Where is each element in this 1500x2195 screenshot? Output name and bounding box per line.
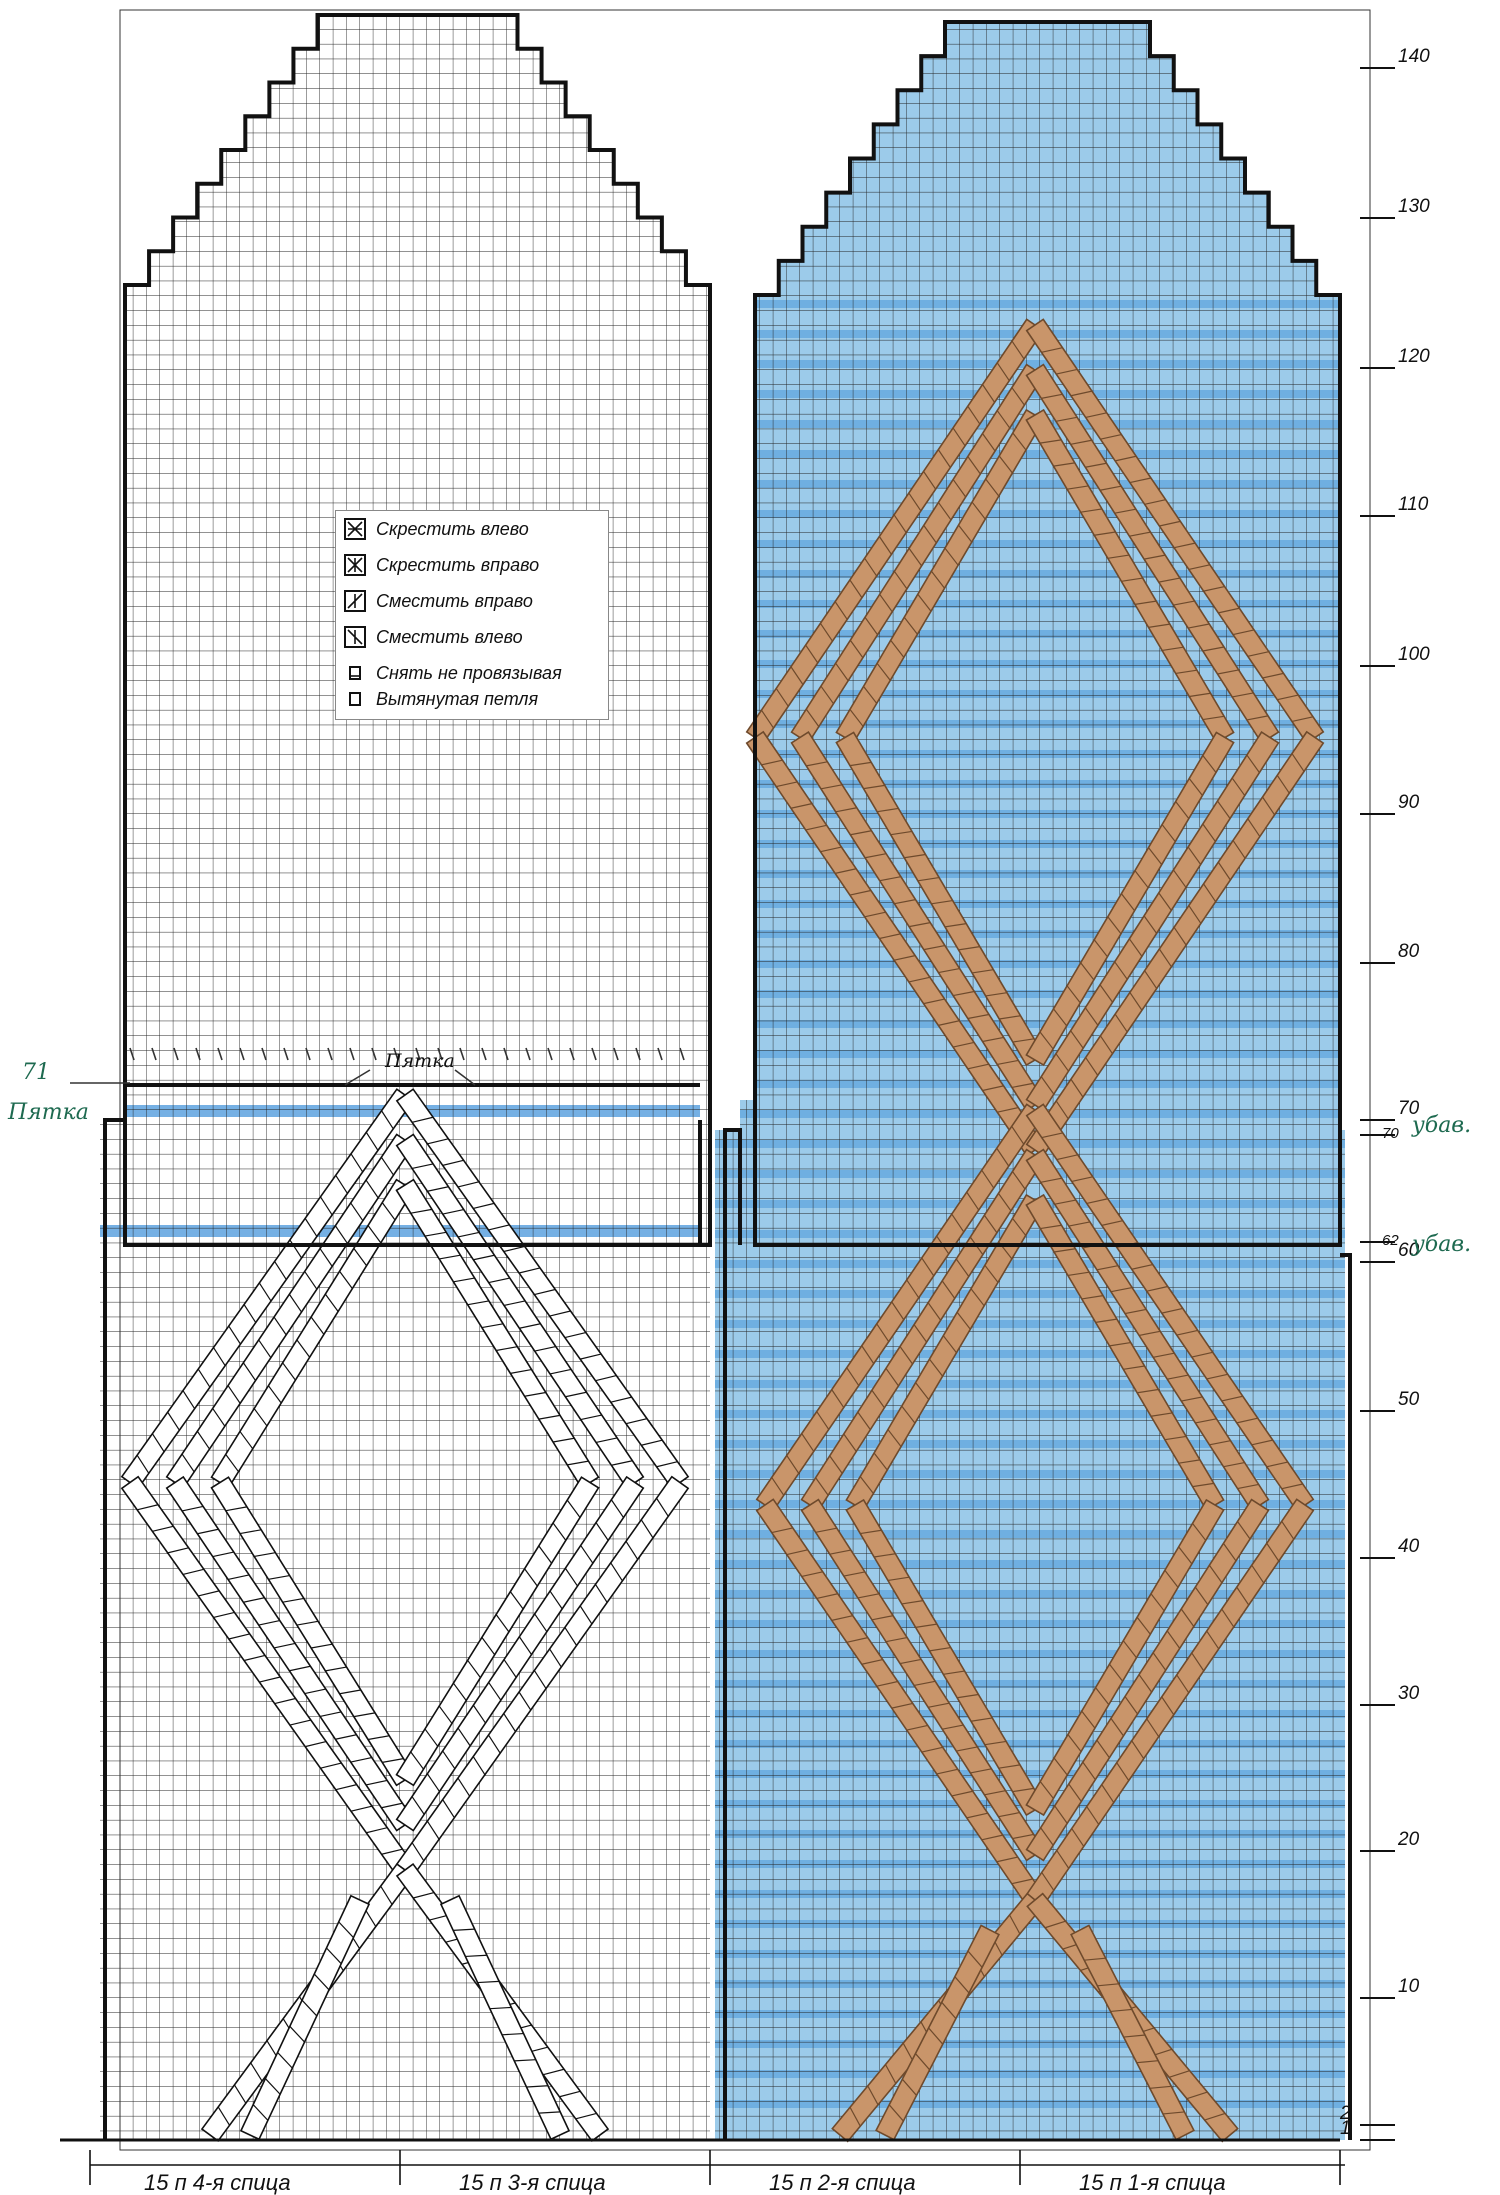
shift-right-icon xyxy=(344,590,366,612)
cross-left-icon xyxy=(344,518,366,540)
needle-3-label: 15 п 3-я спица xyxy=(455,2170,610,2195)
legend xyxy=(335,510,609,720)
legend-item-shift-right: Сместить вправо xyxy=(344,589,533,613)
row-label: 20 xyxy=(1398,1829,1420,1850)
row-label: 1 xyxy=(1340,2118,1351,2139)
row-label: 60 xyxy=(1398,1240,1420,1261)
row-label: 10 xyxy=(1398,1976,1420,1997)
legend-item-cross-left: Скрестить влево xyxy=(344,517,529,541)
row-label: 90 xyxy=(1398,792,1420,813)
legend-item-shift-left: Сместить влево xyxy=(344,625,523,649)
decrease-70-label: убав. xyxy=(1412,1113,1472,1138)
heel-row-number: 71 xyxy=(22,1060,50,1085)
row-ticks xyxy=(1360,68,1395,2140)
shift-left-icon xyxy=(344,626,366,648)
heel-label-center: Пятка xyxy=(385,1050,455,1072)
needle-2-label: 15 п 2-я спица xyxy=(765,2170,920,2195)
legend-item-cross-right: Скрестить вправо xyxy=(344,553,539,577)
cross-right-icon xyxy=(344,554,366,576)
row-label: 62 xyxy=(1382,1232,1399,1249)
right-grid xyxy=(600,0,1400,2150)
row-label: 50 xyxy=(1398,1389,1420,1410)
row-label: 30 xyxy=(1398,1683,1420,1704)
heel-label-side: Пятка xyxy=(8,1100,89,1125)
row-label: 70 xyxy=(1382,1125,1399,1142)
elongated-loop-icon xyxy=(349,692,361,706)
legend-item-elongated: Вытянутая петля xyxy=(344,687,538,711)
row-label: 130 xyxy=(1398,196,1430,217)
row-label: 2 xyxy=(1340,2103,1351,2124)
decrease-62-label: убав. xyxy=(1412,1232,1472,1257)
row-label: 120 xyxy=(1398,346,1430,367)
needle-4-label: 15 п 4-я спица xyxy=(140,2170,295,2195)
row-label: 70 xyxy=(1398,1098,1420,1119)
row-label: 110 xyxy=(1398,494,1429,515)
legend-item-slip: Снять не провязывая xyxy=(344,661,562,685)
row-label: 80 xyxy=(1398,941,1420,962)
needle-1-label: 15 п 1-я спица xyxy=(1075,2170,1230,2195)
row-label: 140 xyxy=(1398,46,1430,67)
row-label: 100 xyxy=(1398,644,1430,665)
slip-stitch-icon xyxy=(349,666,361,680)
row-label: 40 xyxy=(1398,1536,1420,1557)
